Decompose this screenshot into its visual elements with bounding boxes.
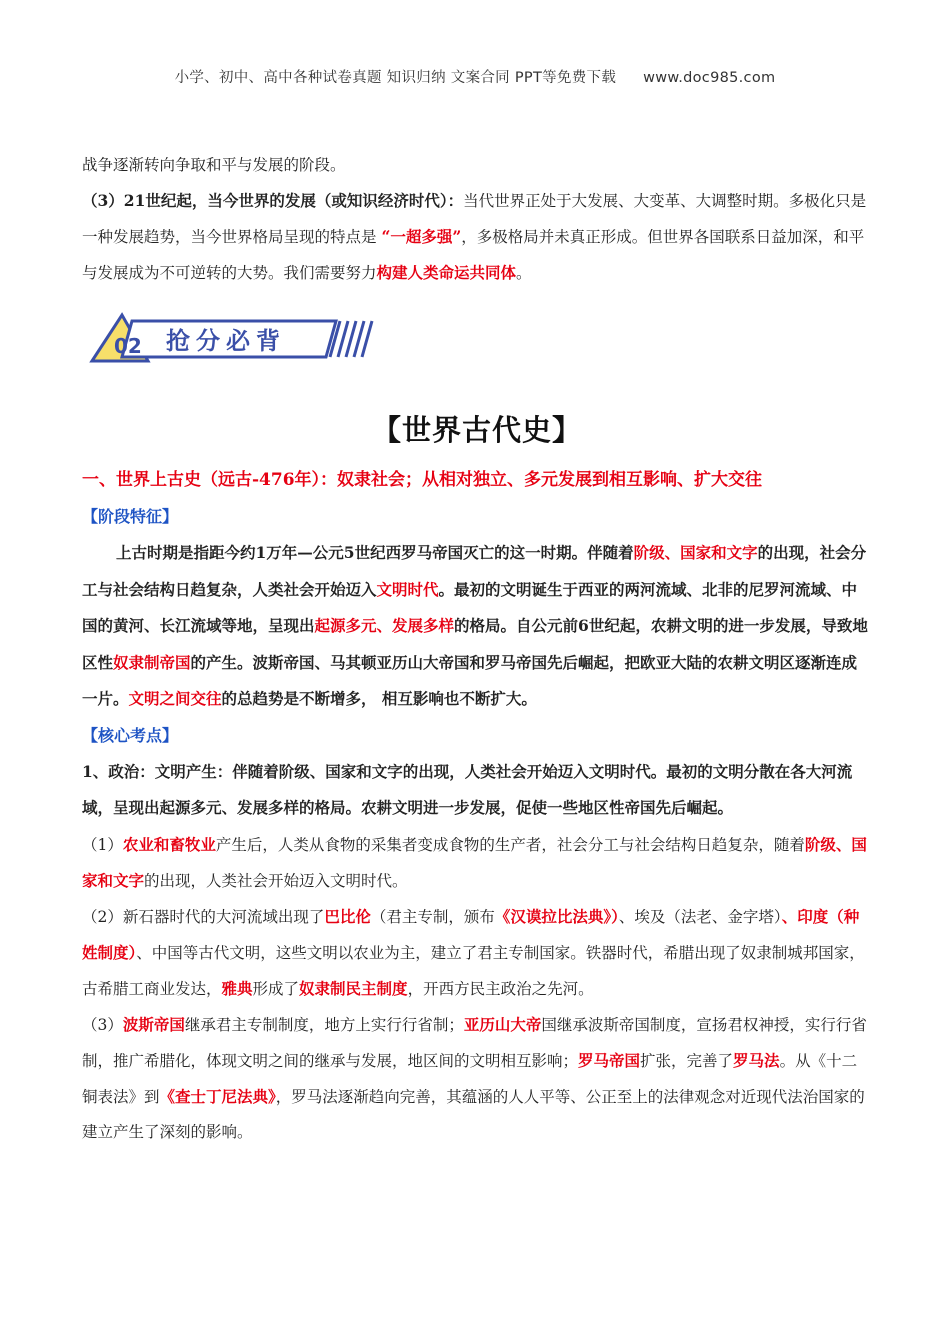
item-2 — [82, 899, 872, 1007]
p3-text-c: 。 — [516, 264, 532, 282]
item3-highlight-5: 《查士丁尼法典》 — [159, 1086, 276, 1106]
item2-highlight-3: 、印度（种姓制度） — [82, 906, 860, 962]
intro-paragraph-3 — [82, 183, 872, 291]
item2-text-e: 形成了 — [252, 979, 300, 998]
stage-label: 【阶段特征】 — [82, 507, 179, 526]
stage-highlight-1: 阶级、国家和文字 — [633, 543, 758, 562]
stage-text-d: 的格局。自公元前6世纪起，农耕文明的进一步发展，导致地区性 — [82, 616, 868, 672]
item2-text-d: 、中国等古代文明，这些文明以农业为主，建立了君主专制国家。铁器时代，希腊出现了奴隶制城邦国家，古希腊工商业发达， — [82, 943, 865, 998]
item2-text-b: （君主专制，颁布 — [370, 907, 495, 926]
stage-text-f: 的总趋势是不断增多， 相互影响也不断扩大。 — [221, 689, 537, 708]
item3-text-d: 扩张，完善了 — [640, 1051, 734, 1070]
stage-highlight-4: 奴隶制帝国 — [113, 652, 191, 672]
page-title: 【世界古代史】 — [371, 413, 582, 447]
stage-text-e: 的产生。波斯帝国、马其顿亚历山大帝国和罗马帝国先后崛起，把欧亚大陆的农耕文明区逐渐连成一片。 — [82, 652, 858, 708]
item2-highlight-4: 雅典 — [221, 978, 253, 998]
stage-highlight-3: 起源多元、发展多样 — [314, 616, 455, 635]
document-body — [82, 148, 872, 1150]
item2-highlight-2: 《汉谟拉比法典》） — [494, 906, 619, 926]
header-text: 小学、初中、高中各种试卷真题 知识归纳 文案合同 PPT等免费下载 — [174, 70, 617, 86]
core-point-1: 1、政治：文明产生：伴随着阶级、国家和文字的出现，人类社会开始迈入文明时代。最初的文明分散在各大河流域，呈现出起源多元、发展多样的格局。农耕文明进一步发展，促使一些地区性帝国先后崛起。 — [82, 761, 853, 817]
item3-text-b: 继承君主专制制度，地方上实行行省制； — [184, 1015, 464, 1034]
item-1 — [82, 827, 872, 899]
item2-text-f: ，开西方民主政治之先河。 — [407, 979, 594, 998]
item2-highlight-5: 奴隶制民主制度 — [299, 978, 408, 998]
stage-text-c: 。最初的文明诞生于西亚的两河流域、北非的尼罗河流域、中国的黄河、长江流域等地，呈现出 — [82, 579, 858, 635]
stage-highlight-5: 文明之间交往 — [128, 689, 222, 708]
intro-line: 战争逐渐转向争取和平与发展的阶段。 — [82, 156, 346, 174]
core-label: 【核心考点】 — [82, 725, 179, 745]
item1-text-c: 的出现，人类社会开始迈入文明时代。 — [144, 871, 408, 890]
item3-text-a: （3） — [82, 1015, 123, 1034]
p3-highlight-1: “一超多强” — [381, 227, 462, 246]
item1-text-a: （1） — [82, 835, 123, 854]
item3-text-e: 。从《十二铜表法》到 — [82, 1051, 858, 1106]
item-3 — [82, 1007, 872, 1150]
p3-label: （3）21世纪起，当今世界的发展（或知识经济时代）： — [82, 191, 464, 210]
p3-text-a: 当代世界正处于大发展、大变革、大调整时期。多极化只是一种发展趋势，当今世界格局呈现的特点是 — [82, 192, 867, 246]
section-heading: 一、世界上古史（远古-476年）：奴隶社会；从相对独立、多元发展到相互影响、扩大交往 — [82, 470, 763, 490]
item3-highlight-1: 波斯帝国 — [122, 1014, 185, 1034]
p3-highlight-2: 构建人类命运共同体 — [376, 263, 517, 282]
item3-text-c: 国继承波斯帝国制度，宣扬君权神授，实行行省制，推广希腊化，体现文明之间的继承与发展，地区间的文明相互影响； — [82, 1015, 867, 1070]
item2-highlight-1: 巴比伦 — [324, 906, 371, 926]
item2-text-a: （2）新石器时代的大河流域出现了 — [82, 907, 325, 926]
p3-text-b: ，多极格局并未真正形成。但世界各国联系日益加深，和平与发展成为不可逆转的大势。我们需要努力 — [82, 228, 865, 282]
item2-text-c: 、埃及（法老、金字塔） — [618, 907, 782, 926]
item1-highlight-2: 阶级、国家和文字 — [82, 834, 867, 890]
item3-text-f: ，罗马法逐渐趋向完善，其蕴涵的人人平等、公正至上的法律观念对近现代法治国家的建立产生了深刻的影响。 — [82, 1087, 865, 1141]
banner-graphic — [88, 309, 388, 365]
stage-text-b: 的出现，社会分工与社会结构日趋复杂，人类社会开始迈入 — [82, 543, 867, 599]
stage-text-a: 上古时期是指距今约1万年—公元5世纪西罗马帝国灭亡的这一时期。伴随着 — [116, 543, 634, 562]
item3-highlight-2: 亚历山大帝 — [463, 1014, 542, 1034]
item3-highlight-4: 罗马法 — [733, 1050, 780, 1070]
stage-highlight-2: 文明时代 — [376, 579, 439, 599]
page-header — [0, 66, 950, 87]
item3-highlight-3: 罗马帝国 — [578, 1050, 641, 1070]
item1-highlight-1: 农业和畜牧业 — [122, 834, 216, 854]
item1-text-b: 产生后，人类从食物的采集者变成食物的生产者，社会分工与社会结构日趋复杂，随着 — [215, 835, 805, 854]
banner-text: 抢分必背 — [166, 327, 286, 355]
header-site: www.doc985.com — [643, 70, 776, 86]
stage-paragraph — [82, 535, 872, 718]
section-banner — [88, 309, 388, 365]
banner-number: 02 — [114, 334, 142, 358]
